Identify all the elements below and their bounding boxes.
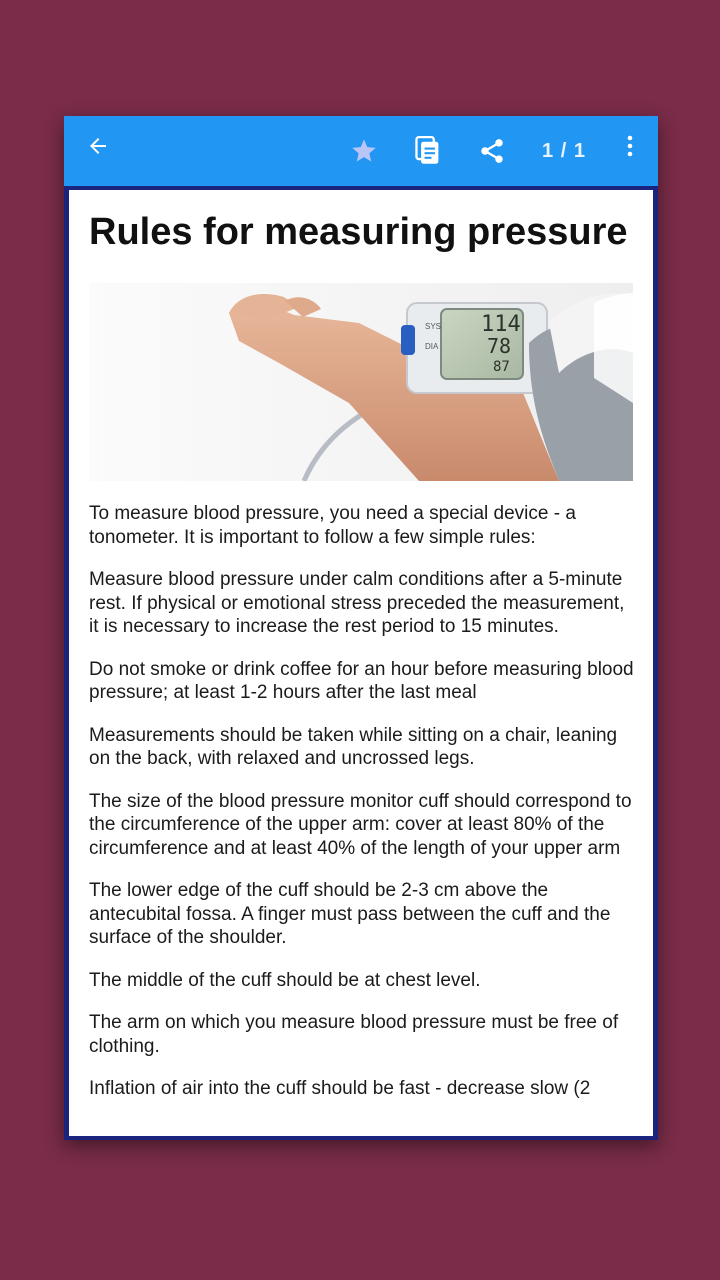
arrow-left-icon xyxy=(86,134,110,158)
article-paragraph: Measurements should be taken while sitting on a chair, leaning on the back, with relaxed and uncrossed legs. xyxy=(89,724,618,769)
monitor-label-sys: SYS xyxy=(425,322,442,331)
page-indicator: 1 / 1 xyxy=(542,139,586,162)
more-vertical-icon xyxy=(626,135,634,157)
monitor-reading-pulse: 87 xyxy=(493,359,510,375)
favorite-button[interactable] xyxy=(344,116,384,186)
back-button[interactable] xyxy=(78,116,118,176)
monitor-label-dia: DIA xyxy=(425,342,439,351)
share-icon xyxy=(478,137,506,165)
toolbar xyxy=(64,116,658,186)
article-dialog xyxy=(64,116,658,1140)
copy-text-button[interactable] xyxy=(408,116,448,186)
more-options-button[interactable] xyxy=(616,116,644,176)
article-paragraph: The size of the blood pressure monitor cuff should correspond to the circumference of the upper arm: cover at least 80% of the circumference and at least 40% of the length of your upper arm xyxy=(89,790,632,859)
star-icon xyxy=(350,137,378,165)
article-paragraph: The arm on which you measure blood pressure must be free of clothing. xyxy=(89,1012,619,1057)
blood-pressure-photo xyxy=(89,283,633,481)
article-paragraph: To measure blood pressure, you need a special device - a tonometer. It is important to follow a few simple rules: xyxy=(89,503,576,548)
article-paragraph: Do not smoke or drink coffee for an hour before measuring blood pressure; at least 1-2 hours after the last meal xyxy=(89,658,634,703)
monitor-reading-dia: 78 xyxy=(487,334,512,358)
share-button[interactable] xyxy=(472,116,512,186)
article-paragraph: Measure blood pressure under calm conditions after a 5-minute rest. If physical or emotional stress preceded the measurement, it is necessary to increase the rest period to 15 minutes. xyxy=(89,569,625,637)
article-content[interactable] xyxy=(69,190,653,1136)
article-body xyxy=(89,502,635,1120)
article-image xyxy=(89,283,633,481)
article-paragraph: The lower edge of the cuff should be 2-3 cm above the antecubital fossa. A finger must pass between the cuff and the surface of the shoulder. xyxy=(89,880,611,948)
monitor-reading-sys: 114 xyxy=(481,312,521,337)
article-title: Rules for measuring pressure xyxy=(89,211,628,253)
article-paragraph: The middle of the cuff should be at chest level. xyxy=(89,969,481,991)
document-copy-icon xyxy=(414,136,442,166)
article-paragraph: Inflation of air into the cuff should be fast - decrease slow (2 xyxy=(89,1078,591,1099)
